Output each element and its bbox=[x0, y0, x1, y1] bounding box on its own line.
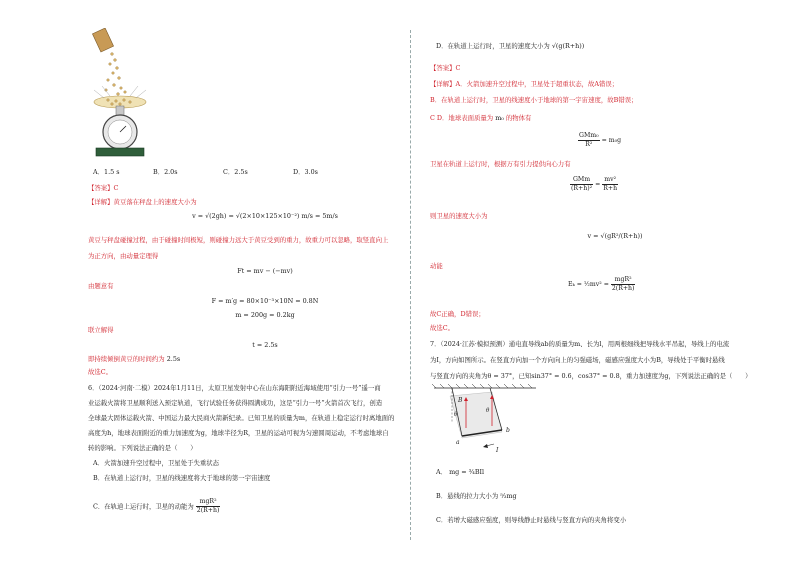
equation-velocity: v = √(2gh) = √(2×10×125×10⁻²) m/s = 5m/s bbox=[192, 212, 338, 220]
text-orbit: 卫星在轨道上运行时，根据万有引力提供向心力有 bbox=[430, 160, 571, 168]
eq4-fraction bbox=[611, 276, 636, 293]
equation-speed: v = √(gR²/(R+h)) bbox=[587, 232, 643, 240]
right-column bbox=[430, 0, 800, 566]
q7-option-c: C．若增大磁感应强度，则导线静止时悬线与竖直方向的夹角将变小 bbox=[436, 516, 627, 524]
left-column bbox=[80, 0, 450, 566]
q6-option-c-num: mgR² bbox=[196, 498, 221, 507]
fig-label-b-end: b bbox=[506, 427, 510, 434]
eq2-lhs-fraction bbox=[570, 176, 593, 193]
option-c: C．2.5s bbox=[223, 168, 248, 176]
q7-option-b-label: B．悬线的拉力大小为 bbox=[436, 492, 499, 500]
text-choice-right: 故选C。 bbox=[430, 324, 455, 332]
q7-option-b-expr: ⁵⁄₃mg bbox=[500, 492, 517, 500]
q6-option-b: B．在轨道上运行时，卫星的线速度将大于地球的第一宇宙速度 bbox=[93, 474, 271, 482]
equation-impulse: Ft = mv − (−mv) bbox=[237, 267, 293, 275]
fig-label-theta-right: θ bbox=[486, 408, 490, 414]
analysis-title: 【详解】黄豆落在秤盘上的速度大小为 bbox=[88, 198, 197, 206]
text-cd-correct: 故C正确，D错误； bbox=[430, 310, 485, 318]
text-collision-2: 为正方向，由动量定理得 bbox=[88, 252, 159, 260]
q7-line-1: 7．（2024·江苏·模拟预测）通电直导线ab的质量为m、长为l，用两根细线把导线水平吊起，导线上的电流 bbox=[430, 340, 730, 348]
equation-ke bbox=[568, 276, 635, 293]
analysis-cd bbox=[430, 114, 531, 122]
q6-option-c-den: 2(R+h) bbox=[196, 507, 220, 514]
q6-option-a: A．火箭加速升空过程中，卫星处于失重状态 bbox=[93, 459, 220, 467]
q7-option-a bbox=[436, 468, 484, 476]
eq4-den: 2(R+h) bbox=[611, 285, 635, 292]
eq2-rhs-den: R+h bbox=[603, 185, 618, 192]
answer-label: 【答案】C bbox=[88, 184, 119, 192]
q6-line-1: 6．（2024·河南·二模）2024年1月11日，太原卫星发射中心在山东海阳附近海域使用“引力一号”遥一商 bbox=[88, 384, 381, 392]
analysis-a: 【详解】A．火箭加速升空过程中，卫星处于超重状态，故A错误； bbox=[430, 80, 619, 88]
option-a: A．1.5 s bbox=[93, 168, 120, 176]
eq2-den: (R+h)² bbox=[571, 185, 593, 192]
eq2-rhs-num: mv² bbox=[604, 176, 617, 183]
q7-option-b bbox=[436, 492, 517, 500]
q7-line-3: 与竖直方向的夹角为θ = 37°，已知sin37° = 0.6，cos37° = 0.8，重力加速度为g，下列说法正确的是（ ） bbox=[430, 372, 752, 380]
column-divider bbox=[410, 30, 411, 540]
fig-label-a: a bbox=[456, 439, 460, 446]
equation-time: t = 2.5s bbox=[252, 341, 278, 349]
q6-line-3: 全球最大固体运载火箭、中国运力最大民商火箭新纪录。已知卫星的质量为m，在轨道上稳定运行时离地面的 bbox=[88, 414, 395, 422]
fig-label-b-field: B bbox=[458, 397, 463, 404]
q6-option-d bbox=[436, 42, 584, 50]
analysis-cd-end: 的物体有 bbox=[505, 114, 532, 122]
text-collision-1: 黄豆与秤盘碰撞过程，由于碰撞时间极短，则碰撞力远大于黄豆受到的重力，故重力可以忽略，取竖直向上 bbox=[88, 236, 389, 244]
q6-option-d-label: D．在轨道上运行时，卫星的速度大小为 bbox=[436, 42, 550, 50]
equation-centripetal bbox=[570, 176, 618, 193]
eq1-rhs: = m₀g bbox=[601, 137, 622, 144]
q6-line-5: 转的影响。下列说法正确的是（ ） bbox=[88, 444, 197, 452]
text-result bbox=[88, 355, 180, 363]
fig-label-current: I bbox=[496, 447, 499, 454]
option-b: B．2.0s bbox=[153, 168, 178, 176]
text-solve: 联立解得 bbox=[88, 326, 114, 334]
equation-force: F = m′g = 80×10⁻³×10N = 0.8N bbox=[211, 297, 319, 305]
eq1-num: GMm₀ bbox=[579, 132, 599, 139]
fig-label-theta-left: θ bbox=[454, 412, 458, 418]
q7-line-2: 为I，方向如图所示。在竖直方向加一个方向向上的匀强磁场，磁感应强度大小为B，导线处于平衡时悬线 bbox=[430, 356, 725, 364]
analysis-cd-text: C D．地球表面质量为 bbox=[430, 114, 494, 122]
q7-option-a-expr: mg = ¾BIl bbox=[449, 468, 485, 476]
text-result-label: 即持续倾倒黄豆的时间约为 bbox=[88, 355, 165, 363]
text-speed: 则卫星的速度大小为 bbox=[430, 212, 488, 220]
analysis-b: B．在轨道上运行时，卫星的线速度小于地球的第一宇宙速度，故B错误； bbox=[430, 96, 638, 104]
equation-surface-gravity bbox=[578, 132, 621, 149]
eq1-fraction bbox=[578, 132, 600, 149]
answer-label-right: 【答案】C bbox=[430, 64, 461, 72]
eq2-rhs-fraction bbox=[602, 176, 618, 193]
q7-option-a-label: A． bbox=[436, 468, 448, 476]
equation-mass: m = 200g = 0.2kg bbox=[235, 311, 295, 319]
q6-option-d-expr: √(g(R+h)) bbox=[551, 42, 585, 50]
q6-line-4: 高度为h，地球表面附近的重力加速度为g，地球半径为R，卫星的运动可视为匀速圆周运动，不考虑地球自 bbox=[88, 429, 389, 437]
eq4-lhs: Eₖ = ½mv² = bbox=[568, 281, 609, 288]
q6-option-c bbox=[93, 498, 220, 515]
eq4-num: mgR² bbox=[611, 276, 636, 285]
q6-option-c-fraction bbox=[196, 498, 221, 515]
q6-line-2: 业运载火箭将卫星顺利送入预定轨道，飞行试验任务获得圆满成功，这是“引力一号”火箭首次飞行，创造 bbox=[88, 399, 383, 407]
eq1-den: R² bbox=[585, 141, 593, 148]
analysis-cd-symbol: m₀ bbox=[495, 114, 504, 122]
eq2-num: GMm bbox=[570, 176, 593, 185]
option-d: D．3.0s bbox=[293, 168, 318, 176]
q6-option-c-label: C．在轨道上运行时，卫星的动能为 bbox=[93, 502, 194, 511]
text-ke: 动能 bbox=[430, 262, 443, 270]
wire-figure bbox=[430, 380, 540, 460]
text-given: 由题意有 bbox=[88, 282, 114, 290]
scale-illustration bbox=[90, 28, 170, 160]
text-result-value: 2.5s bbox=[166, 355, 181, 363]
text-choice: 故选C。 bbox=[88, 368, 113, 376]
eq2-equals: = bbox=[595, 181, 601, 188]
